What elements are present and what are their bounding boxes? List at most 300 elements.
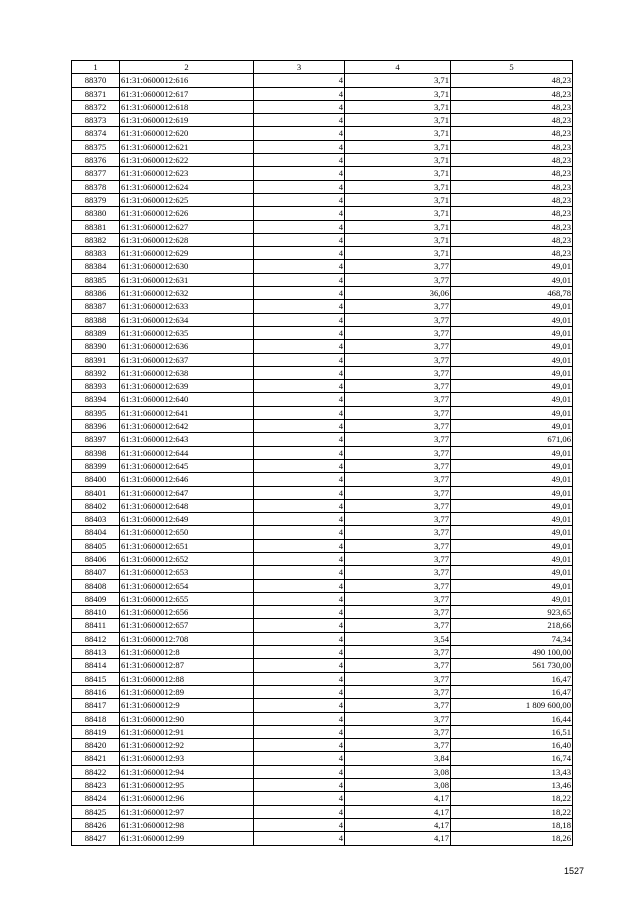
table-cell: 4	[254, 233, 345, 246]
table-cell: 49,01	[451, 340, 573, 353]
table-cell: 1 809 600,00	[451, 699, 573, 712]
table-cell: 61:31:0600012:94	[120, 765, 254, 778]
table-row	[72, 127, 573, 140]
table-cell: 49,01	[451, 486, 573, 499]
table-cell: 88387	[72, 300, 120, 313]
table-cell: 3,71	[345, 167, 451, 180]
table-cell: 4	[254, 380, 345, 393]
table-cell: 61:31:0600012:643	[120, 433, 254, 446]
table-cell: 88422	[72, 765, 120, 778]
table-row	[72, 659, 573, 672]
table-row	[72, 220, 573, 233]
table-cell: 61:31:0600012:87	[120, 659, 254, 672]
table-cell: 88388	[72, 313, 120, 326]
table-cell: 88390	[72, 340, 120, 353]
table-cell: 3,71	[345, 74, 451, 87]
table-cell: 61:31:0600012:639	[120, 380, 254, 393]
table-cell: 4	[254, 539, 345, 552]
table-cell: 4	[254, 805, 345, 818]
table-cell: 4,17	[345, 792, 451, 805]
table-cell: 3,77	[345, 712, 451, 725]
table-cell: 88408	[72, 579, 120, 592]
table-cell: 3,77	[345, 699, 451, 712]
table-cell: 88416	[72, 685, 120, 698]
table-row	[72, 140, 573, 153]
table-cell: 61:31:0600012:623	[120, 167, 254, 180]
table-cell: 4	[254, 632, 345, 645]
table-row	[72, 632, 573, 645]
table-cell: 16,47	[451, 672, 573, 685]
table-cell: 61:31:0600012:644	[120, 446, 254, 459]
table-cell: 3,71	[345, 154, 451, 167]
table-cell: 61:31:0600012:631	[120, 273, 254, 286]
table-cell: 61:31:0600012:655	[120, 592, 254, 605]
table-cell: 4	[254, 699, 345, 712]
table-cell: 4	[254, 672, 345, 685]
table-cell: 88403	[72, 513, 120, 526]
table-cell: 3,77	[345, 552, 451, 565]
table-cell: 4	[254, 646, 345, 659]
table-row	[72, 592, 573, 605]
table-cell: 3,84	[345, 752, 451, 765]
table-cell: 61:31:0600012:90	[120, 712, 254, 725]
table-cell: 3,77	[345, 459, 451, 472]
table-cell: 88395	[72, 406, 120, 419]
table-cell: 48,23	[451, 87, 573, 100]
table-cell: 3,77	[345, 473, 451, 486]
table-cell: 61:31:0600012:633	[120, 300, 254, 313]
table-cell: 4	[254, 659, 345, 672]
table-cell: 3,77	[345, 433, 451, 446]
table-row	[72, 446, 573, 459]
table-cell: 48,23	[451, 154, 573, 167]
table-cell: 88394	[72, 393, 120, 406]
table-row	[72, 420, 573, 433]
table-cell: 4	[254, 326, 345, 339]
table-cell: 3,77	[345, 353, 451, 366]
table-cell: 61:31:0600012:654	[120, 579, 254, 592]
table-cell: 4	[254, 273, 345, 286]
table-row	[72, 725, 573, 738]
table-cell: 4	[254, 779, 345, 792]
table-cell: 4	[254, 100, 345, 113]
table-row	[72, 393, 573, 406]
table-cell: 49,01	[451, 446, 573, 459]
table-cell: 49,01	[451, 539, 573, 552]
table-cell: 49,01	[451, 300, 573, 313]
table-cell: 61:31:0600012:648	[120, 499, 254, 512]
table-cell: 61:31:0600012:657	[120, 619, 254, 632]
table-cell: 4	[254, 74, 345, 87]
table-cell: 61:31:0600012:627	[120, 220, 254, 233]
table-cell: 88386	[72, 287, 120, 300]
table-cell: 4	[254, 606, 345, 619]
table-cell: 61:31:0600012:624	[120, 180, 254, 193]
table-cell: 4	[254, 459, 345, 472]
table-cell: 3,77	[345, 739, 451, 752]
table-cell: 4	[254, 260, 345, 273]
table-cell: 61:31:0600012:89	[120, 685, 254, 698]
table-cell: 561 730,00	[451, 659, 573, 672]
table-cell: 88417	[72, 699, 120, 712]
table-cell: 3,77	[345, 446, 451, 459]
table-body	[72, 74, 573, 845]
table-cell: 49,01	[451, 326, 573, 339]
table-cell: 49,01	[451, 353, 573, 366]
table-row	[72, 619, 573, 632]
table-cell: 61:31:0600012:647	[120, 486, 254, 499]
table-cell: 88383	[72, 247, 120, 260]
table-row	[72, 579, 573, 592]
table-cell: 3,77	[345, 513, 451, 526]
table-cell: 4	[254, 552, 345, 565]
table-cell: 48,23	[451, 127, 573, 140]
data-table	[71, 60, 573, 846]
table-cell: 16,47	[451, 685, 573, 698]
table-cell: 88415	[72, 672, 120, 685]
table-cell: 4	[254, 114, 345, 127]
table-cell: 49,01	[451, 473, 573, 486]
table-cell: 4	[254, 406, 345, 419]
table-cell: 61:31:0600012:641	[120, 406, 254, 419]
table-cell: 3,77	[345, 273, 451, 286]
table-cell: 61:31:0600012:97	[120, 805, 254, 818]
table-cell: 48,23	[451, 220, 573, 233]
table-cell: 61:31:0600012:640	[120, 393, 254, 406]
table-cell: 468,78	[451, 287, 573, 300]
table-cell: 4	[254, 167, 345, 180]
table-cell: 88407	[72, 566, 120, 579]
table-cell: 4	[254, 207, 345, 220]
table-cell: 13,46	[451, 779, 573, 792]
table-cell: 61:31:0600012:656	[120, 606, 254, 619]
column-header: 2	[120, 61, 254, 74]
table-cell: 4,17	[345, 832, 451, 845]
table-cell: 88411	[72, 619, 120, 632]
table-cell: 3,77	[345, 420, 451, 433]
table-cell: 88418	[72, 712, 120, 725]
table-cell: 3,71	[345, 247, 451, 260]
table-row	[72, 313, 573, 326]
table-cell: 4,17	[345, 805, 451, 818]
table-cell: 88404	[72, 526, 120, 539]
table-cell: 3,71	[345, 180, 451, 193]
table-cell: 61:31:0600012:617	[120, 87, 254, 100]
table-row	[72, 167, 573, 180]
table-cell: 4	[254, 685, 345, 698]
table-cell: 61:31:0600012:634	[120, 313, 254, 326]
table-cell: 88398	[72, 446, 120, 459]
table-cell: 3,77	[345, 539, 451, 552]
table-row	[72, 473, 573, 486]
table-cell: 61:31:0600012:649	[120, 513, 254, 526]
table-cell: 3,77	[345, 326, 451, 339]
table-cell: 16,44	[451, 712, 573, 725]
table-cell: 3,77	[345, 592, 451, 605]
table-cell: 88421	[72, 752, 120, 765]
table-cell: 88420	[72, 739, 120, 752]
table-cell: 4	[254, 579, 345, 592]
table-cell: 61:31:0600012:645	[120, 459, 254, 472]
table-row	[72, 193, 573, 206]
table-cell: 88385	[72, 273, 120, 286]
table-cell: 61:31:0600012:9	[120, 699, 254, 712]
table-cell: 4	[254, 193, 345, 206]
table-row	[72, 513, 573, 526]
table-cell: 4	[254, 87, 345, 100]
column-header: 4	[345, 61, 451, 74]
table-row	[72, 752, 573, 765]
table-cell: 61:31:0600012:650	[120, 526, 254, 539]
table-cell: 3,77	[345, 619, 451, 632]
table-cell: 4	[254, 725, 345, 738]
table-row	[72, 100, 573, 113]
table-cell: 61:31:0600012:653	[120, 566, 254, 579]
table-cell: 61:31:0600012:622	[120, 154, 254, 167]
table-cell: 88405	[72, 539, 120, 552]
table-cell: 4	[254, 739, 345, 752]
column-header: 5	[451, 61, 573, 74]
table-row	[72, 353, 573, 366]
table-cell: 88373	[72, 114, 120, 127]
table-cell: 3,77	[345, 313, 451, 326]
table-cell: 4	[254, 513, 345, 526]
table-cell: 3,77	[345, 340, 451, 353]
table-cell: 88377	[72, 167, 120, 180]
table-cell: 13,43	[451, 765, 573, 778]
table-cell: 3,71	[345, 193, 451, 206]
table-cell: 88370	[72, 74, 120, 87]
table-cell: 61:31:0600012:92	[120, 739, 254, 752]
table-cell: 3,77	[345, 606, 451, 619]
table-cell: 3,77	[345, 685, 451, 698]
table-cell: 4	[254, 433, 345, 446]
table-cell: 4	[254, 247, 345, 260]
table-cell: 3,77	[345, 646, 451, 659]
table-header-row	[72, 61, 573, 74]
table-cell: 88412	[72, 632, 120, 645]
table-cell: 88406	[72, 552, 120, 565]
table-cell: 88384	[72, 260, 120, 273]
table-cell: 61:31:0600012:618	[120, 100, 254, 113]
table-cell: 88397	[72, 433, 120, 446]
table-cell: 4	[254, 499, 345, 512]
table-cell: 4	[254, 832, 345, 845]
table-cell: 61:31:0600012:95	[120, 779, 254, 792]
table-row	[72, 300, 573, 313]
table-cell: 16,51	[451, 725, 573, 738]
table-row	[72, 326, 573, 339]
page-number: 1527	[563, 866, 584, 876]
table-cell: 3,77	[345, 526, 451, 539]
table-cell: 49,01	[451, 393, 573, 406]
table-cell: 4	[254, 420, 345, 433]
table-cell: 61:31:0600012:629	[120, 247, 254, 260]
table-cell: 4	[254, 473, 345, 486]
table-cell: 4	[254, 619, 345, 632]
table-cell: 61:31:0600012:8	[120, 646, 254, 659]
table-cell: 4	[254, 313, 345, 326]
table-row	[72, 486, 573, 499]
table-cell: 16,40	[451, 739, 573, 752]
table-cell: 49,01	[451, 579, 573, 592]
table-cell: 49,01	[451, 273, 573, 286]
table-row	[72, 606, 573, 619]
table-row	[72, 779, 573, 792]
table-cell: 61:31:0600012:638	[120, 366, 254, 379]
table-cell: 49,01	[451, 406, 573, 419]
table-cell: 4	[254, 818, 345, 831]
table-cell: 88401	[72, 486, 120, 499]
table-row	[72, 566, 573, 579]
table-cell: 4	[254, 220, 345, 233]
table-cell: 3,08	[345, 765, 451, 778]
table-cell: 88375	[72, 140, 120, 153]
table-cell: 88379	[72, 193, 120, 206]
table-cell: 88427	[72, 832, 120, 845]
table-row	[72, 340, 573, 353]
table-cell: 490 100,00	[451, 646, 573, 659]
table-cell: 88391	[72, 353, 120, 366]
table-cell: 3,77	[345, 406, 451, 419]
table-cell: 61:31:0600012:621	[120, 140, 254, 153]
table-cell: 3,77	[345, 499, 451, 512]
table-cell: 61:31:0600012:632	[120, 287, 254, 300]
table-cell: 88409	[72, 592, 120, 605]
table-row	[72, 180, 573, 193]
table-cell: 88374	[72, 127, 120, 140]
table-cell: 48,23	[451, 100, 573, 113]
table-row	[72, 672, 573, 685]
table-cell: 49,01	[451, 380, 573, 393]
table-row	[72, 805, 573, 818]
table-cell: 4,17	[345, 818, 451, 831]
table-cell: 61:31:0600012:630	[120, 260, 254, 273]
table-cell: 88413	[72, 646, 120, 659]
table-cell: 49,01	[451, 566, 573, 579]
table-cell: 4	[254, 792, 345, 805]
table-row	[72, 832, 573, 845]
table-cell: 88382	[72, 233, 120, 246]
table-cell: 3,77	[345, 486, 451, 499]
table-cell: 61:31:0600012:708	[120, 632, 254, 645]
table-cell: 49,01	[451, 459, 573, 472]
table-cell: 49,01	[451, 366, 573, 379]
table-cell: 3,71	[345, 114, 451, 127]
table-cell: 61:31:0600012:652	[120, 552, 254, 565]
table-cell: 88392	[72, 366, 120, 379]
table-cell: 88410	[72, 606, 120, 619]
table-cell: 4	[254, 566, 345, 579]
table-cell: 3,71	[345, 220, 451, 233]
table-cell: 61:31:0600012:620	[120, 127, 254, 140]
table-cell: 88424	[72, 792, 120, 805]
table-cell: 3,71	[345, 207, 451, 220]
table-cell: 3,77	[345, 566, 451, 579]
table-cell: 4	[254, 765, 345, 778]
table-cell: 48,23	[451, 180, 573, 193]
table-cell: 18,22	[451, 805, 573, 818]
table-cell: 49,01	[451, 552, 573, 565]
table-row	[72, 233, 573, 246]
table-cell: 4	[254, 592, 345, 605]
table-row	[72, 526, 573, 539]
table-cell: 49,01	[451, 499, 573, 512]
table-row	[72, 207, 573, 220]
table-row	[72, 499, 573, 512]
table-cell: 61:31:0600012:619	[120, 114, 254, 127]
table-cell: 3,77	[345, 393, 451, 406]
table-cell: 88423	[72, 779, 120, 792]
table-cell: 88380	[72, 207, 120, 220]
table-cell: 88419	[72, 725, 120, 738]
table-cell: 48,23	[451, 247, 573, 260]
table-cell: 4	[254, 486, 345, 499]
table-cell: 3,77	[345, 260, 451, 273]
table-cell: 88381	[72, 220, 120, 233]
table-cell: 61:31:0600012:628	[120, 233, 254, 246]
table-cell: 88372	[72, 100, 120, 113]
table-row	[72, 539, 573, 552]
column-header: 3	[254, 61, 345, 74]
table-cell: 61:31:0600012:616	[120, 74, 254, 87]
table-cell: 3,77	[345, 659, 451, 672]
table-row	[72, 685, 573, 698]
table-row	[72, 114, 573, 127]
table-cell: 48,23	[451, 74, 573, 87]
table-row	[72, 765, 573, 778]
table-cell: 3,77	[345, 579, 451, 592]
table-cell: 61:31:0600012:625	[120, 193, 254, 206]
table-cell: 16,74	[451, 752, 573, 765]
table-row	[72, 818, 573, 831]
table-cell: 48,23	[451, 207, 573, 220]
table-cell: 74,34	[451, 632, 573, 645]
table-cell: 3,77	[345, 300, 451, 313]
table-cell: 61:31:0600012:637	[120, 353, 254, 366]
table-row	[72, 287, 573, 300]
table-cell: 88402	[72, 499, 120, 512]
table-cell: 88399	[72, 459, 120, 472]
table-cell: 61:31:0600012:88	[120, 672, 254, 685]
table-cell: 671,06	[451, 433, 573, 446]
table-cell: 61:31:0600012:636	[120, 340, 254, 353]
table-cell: 61:31:0600012:642	[120, 420, 254, 433]
table-cell: 48,23	[451, 233, 573, 246]
table-cell: 4	[254, 340, 345, 353]
table-row	[72, 433, 573, 446]
table-cell: 4	[254, 140, 345, 153]
table-row	[72, 154, 573, 167]
table-cell: 18,22	[451, 792, 573, 805]
table-cell: 4	[254, 712, 345, 725]
table-cell: 61:31:0600012:635	[120, 326, 254, 339]
table-row	[72, 380, 573, 393]
table-row	[72, 406, 573, 419]
table-cell: 88389	[72, 326, 120, 339]
table-cell: 88396	[72, 420, 120, 433]
table-cell: 3,77	[345, 672, 451, 685]
table-cell: 49,01	[451, 260, 573, 273]
table-cell: 18,26	[451, 832, 573, 845]
table-cell: 88425	[72, 805, 120, 818]
table-row	[72, 646, 573, 659]
table-cell: 48,23	[451, 114, 573, 127]
table-cell: 88414	[72, 659, 120, 672]
table-cell: 3,77	[345, 725, 451, 738]
table-cell: 88378	[72, 180, 120, 193]
table-row	[72, 459, 573, 472]
